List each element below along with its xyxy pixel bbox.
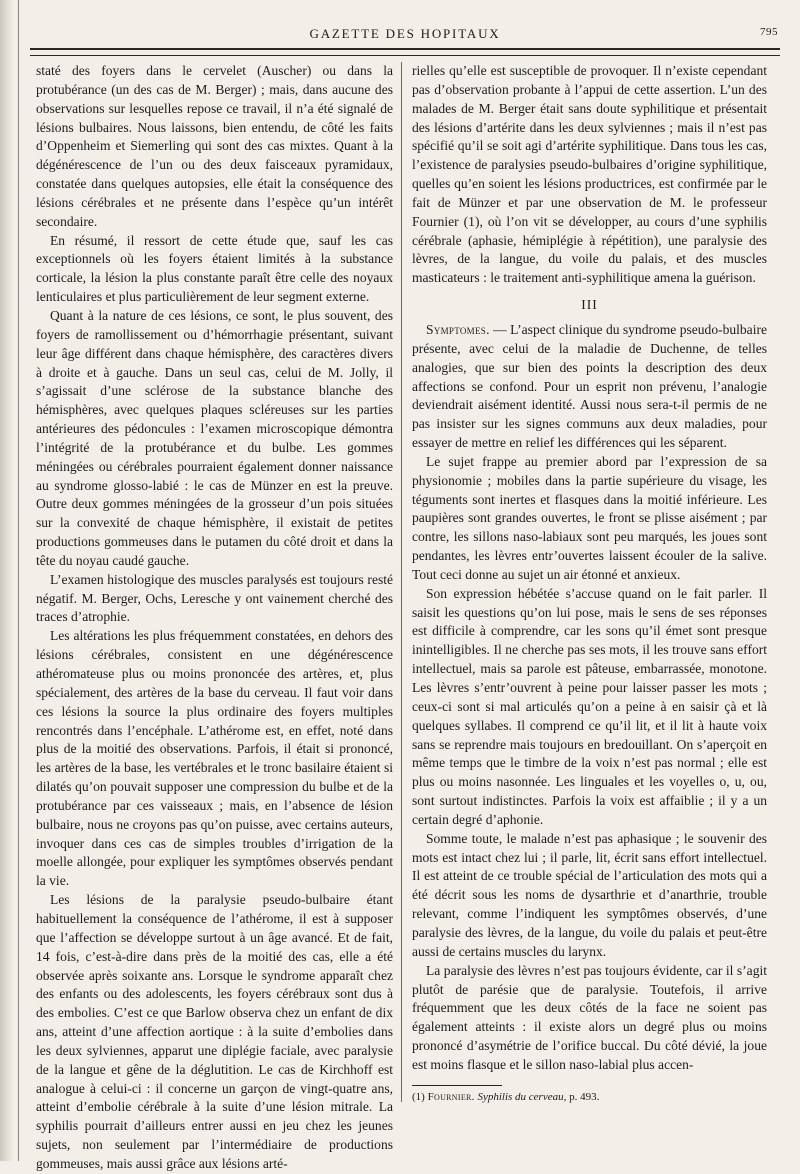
paragraph-lip-paralysis: La paralysie des lèvres n’est pas toujours évidente, car il s’agit plutôt de parésie que de paralysie. Toutefois, il arrive fréquemment que les deux côtés de la face ne soient pas également atteints : il existe alors un degré plus ou moins prononcé d’asymétrie de l’orifice buccal. Du côté dévié, la joue est moins flasque et le sillon naso-labial plus accen- (412, 962, 767, 1072)
paragraph-speech: Son expression hébétée s’accuse quand on le fait parler. Il saisit les questions qu’on lui pose, mais le sens de ses réponses est difficile à comprendre, car les sons qu’il émet sont presque inintelligibles. Il ne cherche pas ses mots, il les trouve sans effort intellectuel, mais sa parole est pâteuse, embarrassée, monotone. Les lèvres s’entr’ouvrent à peine pour laisser passer les mots ; ceux-ci sont si mal articulés qu’on a peine à en saisir çà et là quelques syllabes. Il comprend ce qu’il lit, et il lit à haute voix sans se reprendre mais toujours en bredouillant. On s’aperçoit en même temps que le timbre de la voix n’est pas normal ; elle est plus ou moins nasonnée. Les linguales et les voyelles o, u, ou, sont surtout indistinctes. Parfois la voix est affaiblie ; il y a un certain degré d’aphonie. (412, 585, 767, 827)
page-binding-shadow (0, 0, 14, 1161)
paragraph-syphilis: rielles qu’elle est susceptible de provoquer. Il n’existe cependant pas d’observation probante à l’appui de cette assertion. L’un des malades de M. Berger était sans doute syphilitique et présentait des lésions d’artérite dans les deux sylviennes ; mais il n’est pas spécifié qu’il se soit agi d’artérite syphilitique. Dans tous les cas, l’existence de paralysies pseudo-bulbaires d’origine syphilitique, quelles qu’en soient les lésions productrices, est confirmée par le fait de Münzer et par une observation de M. le professeur Fournier (1), où l’on vit se développer, au cours d’une syphilis cérébrale (aphasie, hémiplégie à répétition), une paralysie des lèvres, de la langue, du voile du palais, et des muscles masticateurs : le traitement anti-syphilitique amena la guérison. (412, 63, 767, 286)
column-divider (401, 62, 402, 1102)
journal-title: GAZETTE DES HOPITAUX (309, 26, 501, 41)
paragraph-dysarthria: Somme toute, le malade n’est pas aphasique ; le souvenir des mots est intact chez lui ; il parle, lit, écrit sans effort intellectuel. Il est atteint de ce trouble spécial de l’articulation des mots qui a été décrit sous les noms de dysarthrie et d’anarthrie, trouble relevant, comme l’indiquent les symptômes observés, d’une paralysie des lèvres, de la langue, du voile du palais et peut-être aussi de certains muscles du larynx. (412, 830, 767, 959)
footnote-author: Fournier. (427, 1090, 475, 1103)
right-column (412, 62, 767, 1104)
footnote-title: Syphilis du cerveau, (474, 1090, 567, 1103)
paragraph-symptoms (412, 321, 767, 453)
paragraph-age-etiology: Les lésions de la paralysie pseudo-bulbaire étant habituellement la conséquence de l’athérome, il est à supposer que l’affection se développe surtout à un âge avancé. Et de fait, 14 fois, c’est-à-dire dans près de la moitié des cas, elle a été observée après soixante ans. Lorsque le syndrome apparaît chez des enfants ou des adolescents, les foyers cérébraux sont dus à des embolies. C’est ce que Barlow observa chez un enfant de dix ans, atteint d’une affection aortique : à la suite d’embolies dans les deux sylviennes, apparut une diplégie faciale, avec paralysie de la langue et gêne de la déglutition. Le cas de Kirchhoff est analogue à celui-ci : il concerne un garçon de vingt-quatre ans, atteint d’embolie cérébrale à la suite d’une lésion mitrale. La syphilis pourrait d’ailleurs entrer aussi en jeu chez les jeunes sujets, non seulement par l’intermédiaire de productions gommeuses, mais aussi grâce aux lésions arté- (36, 892, 393, 1171)
section-heading: III (581, 297, 598, 313)
paragraph-summary: En résumé, il ressort de cette étude que, sauf les cas exceptionnels où les foyers étaient limités à la substance corticale, la lésion la plus constante paraît être celle des noyaux lenticulaires et plus particulièrement de leur segment externe. (36, 232, 393, 305)
footnote (412, 1090, 767, 1104)
footnote-page: p. 493. (566, 1090, 600, 1103)
page-number: 795 (760, 26, 778, 38)
paragraph-physiognomy: Le sujet frappe au premier abord par l’expression de sa physionomie ; mobiles dans la partie supérieure du visage, les téguments sont inertes et flasques dans la moitié inférieure. Les paupières sont grandes ouvertes, le front se plisse aisément ; par contre, les sillons naso-labiaux sont peu marqués, les joues sont pendantes, les lèvres entr’ouvertes laissent écouler de la salive. Tout ceci donne au sujet un air étonné et anxieux. (412, 453, 767, 582)
header-rule-thick (30, 48, 780, 50)
symptoms-text: — L’aspect clinique du syndrome pseudo-bulbaire présente, avec celui de la maladie de Duchenne, de telles analogies, que sur bien des points la description des deux affections se confond. Pour un esprit non prévenu, l’analogie deviendrait aisément identité. Aussi nous sera-t-il permis de ne pas insister sur les signes communs aux deux maladies, pour essayer de mettre en relief les différences qui les séparent. (412, 321, 767, 451)
header-rule-thin (30, 55, 780, 56)
symptoms-label: Symptomes. (426, 321, 490, 337)
paragraph-atheroma: Les altérations les plus fréquemment constatées, en dehors des lésions cérébrales, consistent en une dégénérescence athéromateuse plus ou moins prononcée des artères, et, plus spécialement, des artères de la base du cerveau. Il faut voir dans ces lésions la source la plus ordinaire des foyers multiples rencontrés dans l’encéphale. L’athérome est, en effet, noté dans plus de la moitié des observations. Parfois, il était si prononcé, les artères de la base, les vertébrales et le tronc basilaire étaient si dilatés qu’on pouvait supposer une compression du bulbe et de la protubérance par ces vaisseaux ; mais, en l’absence de lésion bulbaire, nous ne croyons pas qu’on puisse, avec certains auteurs, invoquer dans ces cas de simples troubles d’irrigation de la moelle allongée, pour expliquer les symptômes observés pendant la vie. (36, 628, 393, 889)
footnote-ref: (1) (412, 1090, 428, 1103)
paragraph-histology: L’examen histologique des muscles paralysés est toujours resté négatif. M. Berger, Ochs, Leresche y ont vainement cherché des traces d’atrophie. (36, 571, 393, 625)
binding-edge-line (18, 0, 19, 1161)
paragraph-lesion-nature: Quant à la nature de ces lésions, ce sont, le plus souvent, des foyers de ramollissement ou d’hémorrhagie présentant, suivant leur âge différent dans chaque hémisphère, des caractères divers à droite et à gauche. Dans un seul cas, celui de M. Jolly, il s’agissait d’une sclérose de la substance blanche des hémisphères, avec quelques plaques scléreuses sur les parties antérieures des pédoncules : l’examen microscopique démontra l’intégrité de la protubérance et du bulbe. Les gommes méningées ou cérébrales pourraient également donner naissance au syndrome glosso-labié : le cas de Münzer en est la preuve. Outre deux gommes méningées de la grosseur d’un pois situées sur la convexité de chaque hémisphère, il existait de petites productions gommeuses dans le putamen du côté droit et dans la tête du noyau caudé gauche. (36, 307, 393, 568)
running-header (30, 26, 780, 48)
left-column (36, 62, 393, 1174)
paragraph-continued: staté des foyers dans le cervelet (Auscher) ou dans la protubérance (un des cas de M. Berger) ; mais, dans aucune des observations sur lesquelles repose ce travail, il n’a été signalé de lésions bulbaires. Nous laissons, bien entendu, de côté les faits d’Oppenheim et Siemerling qui sont des cas mixtes. Quant à la dégénérescence de l’un ou des deux faisceaux pyramidaux, constatée dans quelques autopsies, elle était la conséquence des lésions cérébrales et ne présente dans l’espèce qu’un intérêt secondaire. (36, 63, 393, 229)
footnote-rule (412, 1085, 502, 1086)
